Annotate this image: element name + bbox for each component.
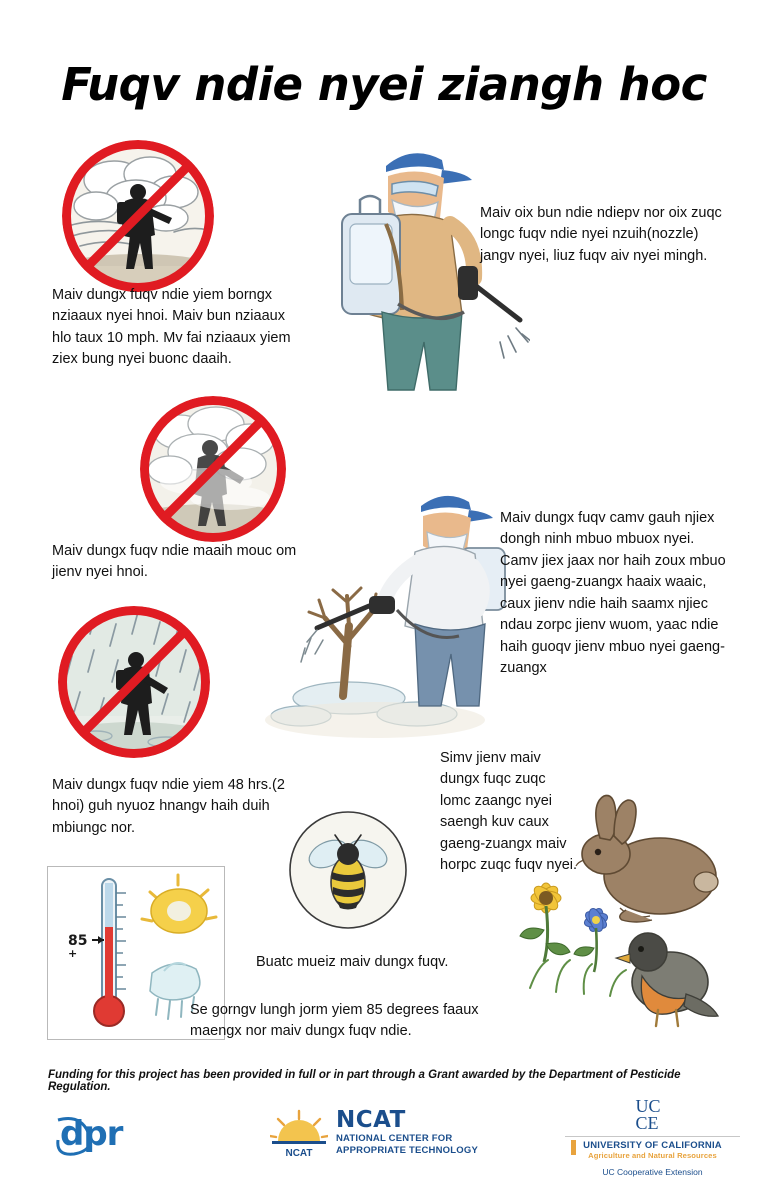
- ucce-gold-stripe: [571, 1140, 576, 1155]
- no-spray-before-rain-icon: [58, 606, 210, 758]
- ucce-subtitle: Agriculture and Natural Resources: [588, 1151, 717, 1161]
- ucce-wordmark: [565, 1136, 740, 1160]
- ncat-badge-text: NCAT: [285, 1148, 313, 1159]
- dpr-logo-text: dpr: [60, 1114, 123, 1154]
- dpr-logo: [52, 1112, 162, 1158]
- ucce-title: UNIVERSITY OF CALIFORNIA: [583, 1140, 722, 1152]
- ucce-footer-text: UC Cooperative Extension: [602, 1167, 703, 1178]
- ncat-tagline-line1: NATIONAL CENTER FOR: [336, 1133, 453, 1144]
- backpack-sprayer-illustration: [330, 128, 530, 408]
- bee-icon: [288, 810, 408, 930]
- wildlife-warning-text: Simv jienv maiv dungx fuqc zuqc lomc zaangc nyei saengh kuv caux gaeng-zuangx maiv horpc zuqc fuqv nyei.: [440, 750, 578, 874]
- page-title: Fuqv ndie nyei ziangh hoc: [61, 58, 707, 111]
- ucce-logo: [565, 1096, 740, 1178]
- funding-statement: Funding for this project has been provided in full or in part through a Grant awarded by the Department of Pesticide Regulation.: [48, 1069, 681, 1093]
- uc-line-1: UC: [635, 1096, 661, 1116]
- ncat-logo: [270, 1107, 480, 1163]
- rain-warning-text: Maiv dungx fuqv ndie yiem 48 hrs.(2 hnoi) guh nyuoz hnangv haih duih mbiungc nor.: [52, 777, 285, 836]
- uc-line-2: CE: [635, 1113, 659, 1134]
- fog-warning-text: Maiv dungx fuqv ndie maaih mouc om jienv nyei hnoi.: [52, 543, 297, 581]
- over-spraying-illustration: [265, 470, 515, 740]
- ncat-name: NCAT: [336, 1107, 406, 1133]
- wind-illustration: [62, 140, 214, 292]
- uc-letters: [636, 1098, 670, 1132]
- nozzle-warning-text: Maiv oix bun ndie ndiepv nor oix zuqc longc fuqv ndie nyei nzuih(nozzle) jangv nyei, liuz fuqv aiv nyei mingh.: [480, 205, 722, 264]
- svg-text:+: +: [68, 947, 78, 960]
- no-spray-in-wind-icon: [62, 140, 214, 292]
- temperature-warning-text: Se gorngv lungh jorm yiem 85 degrees faaux maengx nor maiv dungx fuqv ndie.: [190, 1002, 479, 1040]
- bee-warning-text: Buatc mueiz maiv dungx fuqv.: [256, 954, 449, 970]
- wind-warning-text: Maiv dungx fuqv ndie yiem borngx nziaaux nyei hnoi. Maiv bun nziaaux hlo taux 10 mph. Mv fai nziaaux yiem ziex bung nyei buonc daaih.: [52, 287, 291, 368]
- ncat-sun-icon: [270, 1109, 328, 1159]
- overspray-warning-text: Maiv dungx fuqv camv gauh njiex dongh ninh mbuo mbuox nyei. Camv jiex jaax nor haih zoux mbuo nyei gaeng-zuangx haaix waaic, caux jienv ndie haih saamx njiec ndau zorpc jienv wuom, yaac ndie haih guoqv jienv mbuo nyei gaeng-zuangx: [500, 510, 726, 677]
- rain-illustration: [58, 606, 210, 758]
- svg-text:85: 85: [68, 933, 88, 949]
- ncat-tagline-line2: APPROPRIATE TECHNOLOGY: [336, 1144, 478, 1156]
